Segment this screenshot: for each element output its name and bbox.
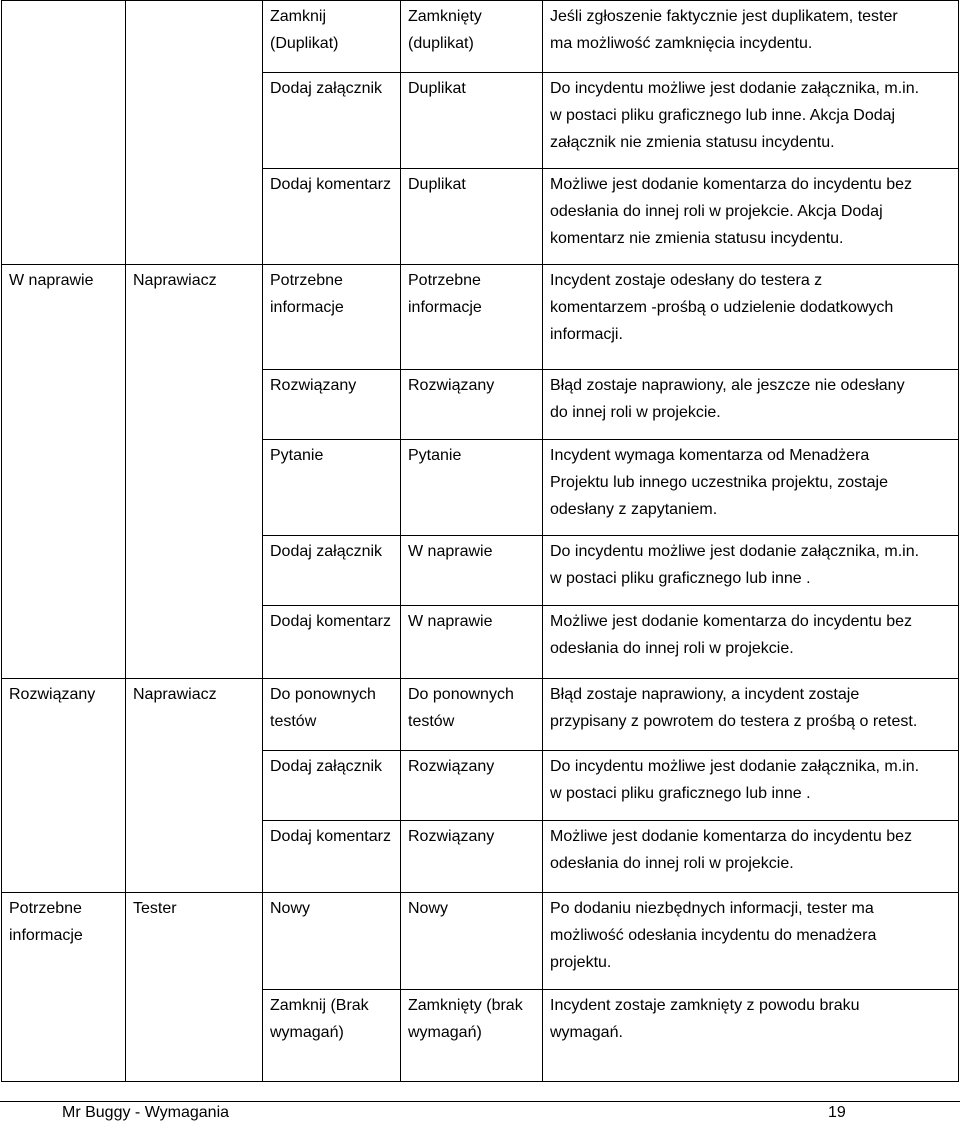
cell-description [543,606,959,679]
description-line: w postaci pliku graficznego lub inne. Akcja Dodaj [550,107,896,124]
description-line: ma możliwość zamknięcia incydentu. [550,35,813,52]
description-line: Do incydentu możliwe jest dodanie załącznika, m.in. [550,543,920,560]
cell-next-state: Rozwiązany [401,370,543,440]
cell-description [543,821,959,893]
description-line: komentarz nie zmienia statusu incydentu. [550,230,844,247]
description-line: Projektu lub innego uczestnika projektu, zostaje [550,474,888,491]
description-line: Błąd zostaje naprawiony, ale jeszcze nie odesłany [550,377,905,394]
cell-action: Dodaj załącznik [263,751,401,821]
cell-action: Dodaj załącznik [263,73,401,169]
description-line: do innej roli w projekcie. [550,404,721,421]
workflow-row [2,893,959,990]
description-line: Po dodaniu niezbędnych informacji, tester ma [550,900,874,917]
description-line: Możliwe jest dodanie komentarza do incydentu bez [550,828,912,845]
cell-next-state: Do ponownych testów [401,679,543,751]
description-line: Incydent zostaje zamknięty z powodu braku [550,997,860,1014]
cell-action: Nowy [263,893,401,990]
cell-description [543,265,959,370]
cell-role: Tester [126,893,263,1082]
cell-next-state: W naprawie [401,606,543,679]
cell-next-state: Potrzebne informacje [401,265,543,370]
cell-description [543,893,959,990]
description-line: odesłany z zapytaniem. [550,501,718,518]
cell-description [543,990,959,1082]
description-line: komentarzem -prośbą o udzielenie dodatkowych [550,299,894,316]
cell-description [543,370,959,440]
page-number: 19 [828,1104,846,1121]
description-line: Możliwe jest dodanie komentarza do incydentu bez [550,176,912,193]
workflow-table-body [2,1,959,1082]
cell-state: W naprawie [2,265,126,679]
cell-state [2,1,126,265]
cell-action: Dodaj komentarz [263,606,401,679]
cell-next-state: Pytanie [401,440,543,536]
description-line: odesłania do innej roli w projekcie. [550,640,794,657]
cell-action: Potrzebne informacje [263,265,401,370]
workflow-row [2,679,959,751]
cell-description [543,1,959,73]
cell-next-state: W naprawie [401,536,543,606]
description-line: Do incydentu możliwe jest dodanie załącznika, m.in. [550,758,920,775]
workflow-table [1,0,959,1082]
description-line: w postaci pliku graficznego lub inne . [550,785,811,802]
cell-action: Do ponownych testów [263,679,401,751]
cell-action: Dodaj komentarz [263,821,401,893]
cell-action: Zamknij (Brak wymagań) [263,990,401,1082]
description-line: Incydent wymaga komentarza od Menadżera [550,447,870,464]
cell-description [543,73,959,169]
footer-title: Mr Buggy - Wymagania [62,1104,230,1121]
description-line: Incydent zostaje odesłany do testera z [550,272,823,289]
description-line: projektu. [550,954,612,971]
description-line: odesłania do innej roli w projekcie. Akcja Dodaj [550,203,883,220]
cell-action: Zamknij (Duplikat) [263,1,401,73]
cell-state: Rozwiązany [2,679,126,893]
description-line: wymagań. [550,1024,623,1041]
cell-role [126,1,263,265]
description-line: załącznik nie zmienia statusu incydentu. [550,134,835,151]
cell-next-state: Nowy [401,893,543,990]
cell-next-state: Duplikat [401,169,543,265]
description-line: odesłania do innej roli w projekcie. [550,855,794,872]
cell-role: Naprawiacz [126,265,263,679]
cell-next-state: Rozwiązany [401,751,543,821]
description-line: Jeśli zgłoszenie faktycznie jest duplikatem, tester [550,8,898,25]
cell-description [543,536,959,606]
description-line: Do incydentu możliwe jest dodanie załącznika, m.in. [550,80,920,97]
cell-description [543,751,959,821]
cell-description [543,169,959,265]
cell-next-state: Duplikat [401,73,543,169]
description-line: w postaci pliku graficznego lub inne . [550,570,811,587]
workflow-row [2,265,959,370]
description-line: informacji. [550,326,623,343]
cell-next-state: Zamknięty (brak wymagań) [401,990,543,1082]
cell-action: Dodaj komentarz [263,169,401,265]
description-line: Możliwe jest dodanie komentarza do incydentu bez [550,613,912,630]
cell-action: Pytanie [263,440,401,536]
description-line: możliwość odesłania incydentu do menadżera [550,927,877,944]
description-line: przypisany z powrotem do testera z prośbą o retest. [550,713,918,730]
workflow-row [2,1,959,73]
cell-state: Potrzebne informacje [2,893,126,1082]
cell-description [543,440,959,536]
cell-action: Rozwiązany [263,370,401,440]
page-footer [0,1101,960,1127]
cell-action: Dodaj załącznik [263,536,401,606]
description-line: Błąd zostaje naprawiony, a incydent zostaje [550,686,860,703]
cell-next-state: Rozwiązany [401,821,543,893]
cell-role: Naprawiacz [126,679,263,893]
cell-next-state: Zamknięty (duplikat) [401,1,543,73]
cell-description [543,679,959,751]
